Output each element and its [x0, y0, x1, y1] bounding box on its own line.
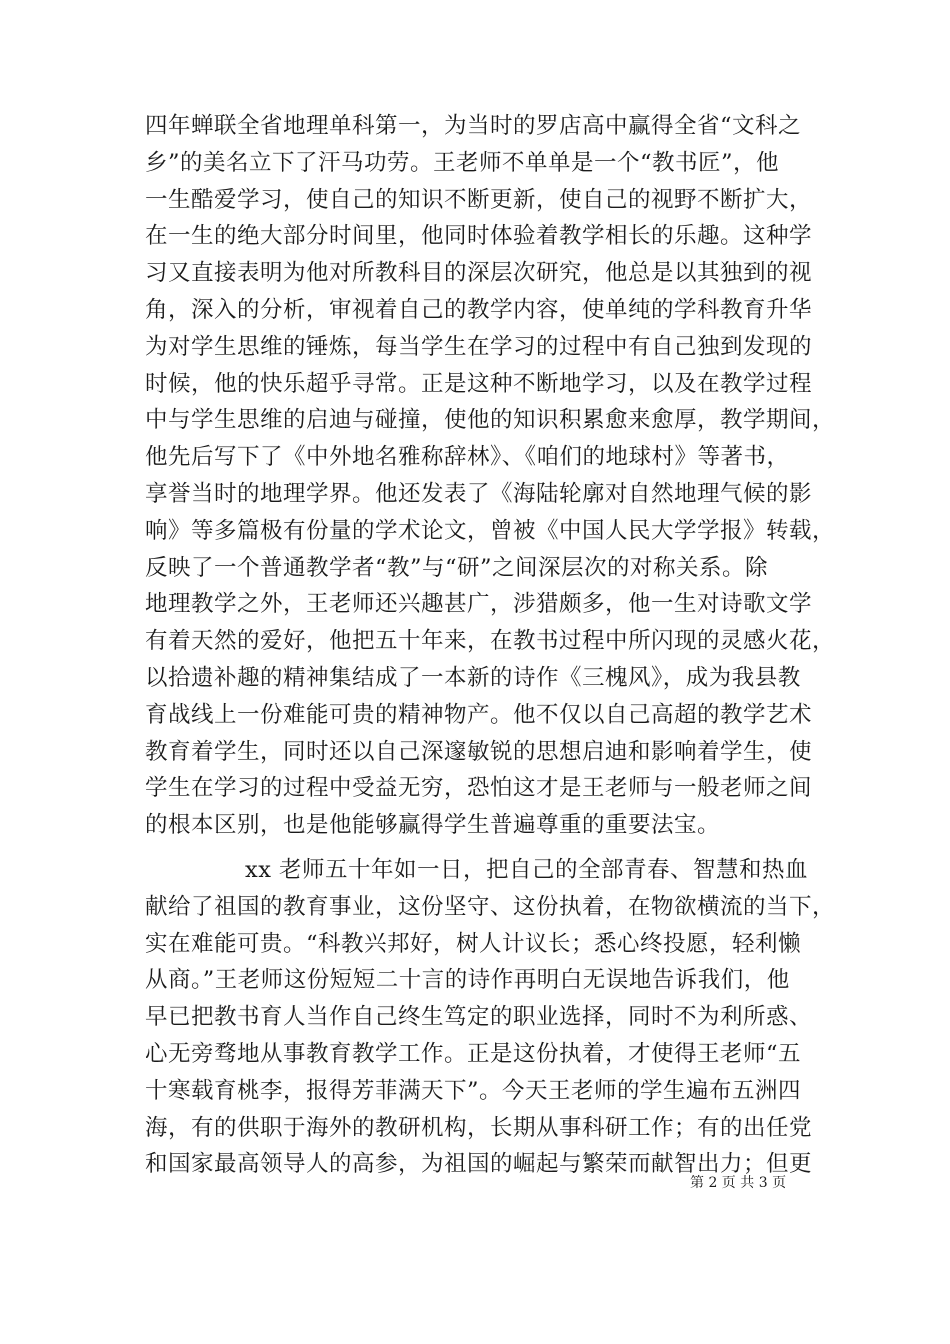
body-text [145, 108, 836, 1183]
text-line: 享誉当时的地理学界。他还发表了《海陆轮廓对自然地理气候的影 [145, 480, 813, 507]
text-line: 四年蝉联全省地理单科第一，为当时的罗店高中赢得全省“文科之 [145, 113, 802, 139]
text-line: 为对学生思维的锤炼，每当学生在学习的过程中有自己独到发现的 [145, 333, 813, 360]
text-line: 的根本区别，也是他能够赢得学生普遍尊重的重要法宝。 [145, 812, 721, 839]
text-line: 教育着学生，同时还以自己深邃敏锐的思想启迪和影响着学生，使 [145, 738, 813, 765]
paragraph-2 [145, 852, 836, 1183]
text-line-indented: xx 老师五十年如一日，把自己的全部青春、智慧和热血 [245, 856, 809, 883]
text-line: 早已把教书育人当作自己终生笃定的职业选择，同时不为利所惑、 [145, 1004, 813, 1031]
text-line: 他先后写下了《中外地名雅称辞林》、《咱们的地球村》等著书， [145, 444, 790, 471]
text-line: 习又直接表明为他对所教科目的深层次研究，他总是以其独到的视 [145, 260, 813, 287]
text-line: 心无旁骛地从事教育教学工作。正是这份执着，才使得王老师“五 [145, 1040, 802, 1067]
page-footer: 第 2 页 共 3 页 [690, 1175, 787, 1191]
text-line: 一生酷爱学习，使自己的知识不断更新，使自己的视野不断扩大， [145, 186, 813, 213]
paragraph-1 [145, 108, 836, 844]
text-line: 角，深入的分析，审视着自己的教学内容，使单纯的学科教育升华 [145, 296, 813, 323]
text-line: 海，有的供职于海外的教研机构，长期从事科研工作；有的出任党 [145, 1114, 813, 1141]
text-line: 在一生的绝大部分时间里，他同时体验着教学相长的乐趣。这种学 [145, 223, 813, 250]
text-line: 育战线上一份难能可贵的精神物产。他不仅以自己高超的教学艺术 [145, 701, 813, 728]
text-line: 反映了一个普通教学者“教”与“研”之间深层次的对称关系。除 [145, 554, 769, 581]
text-line: 从商。”王老师这份短短二十言的诗作再明白无误地告诉我们，他 [145, 967, 790, 994]
text-line: 响》等多篇极有份量的学术论文，曾被《中国人民大学学报》转载， [145, 517, 836, 544]
text-line: 十寒载育桃李，报得芳菲满天下”。今天王老师的学生遍布五洲四 [145, 1077, 802, 1104]
text-line: 时候，他的快乐超乎寻常。正是这种不断地学习，以及在教学过程 [145, 370, 813, 397]
text-line: 和国家最高领导人的高参，为祖国的崛起与繁荣而献智出力；但更 [145, 1151, 813, 1178]
text-line: 中与学生思维的启迪与碰撞，使他的知识积累愈来愈厚，教学期间， [145, 407, 836, 434]
text-line: 献给了祖国的教育事业，这份坚守、这份执着，在物欲横流的当下， [145, 893, 836, 920]
text-line: 实在难能可贵。“科教兴邦好，树人计议长；悉心终投愿，轻利懒 [145, 930, 802, 957]
text-line: 地理教学之外，王老师还兴趣甚广，涉猎颇多，他一生对诗歌文学 [145, 591, 813, 618]
text-line: 学生在学习的过程中受益无穷，恐怕这才是王老师与一般老师之间 [145, 775, 813, 802]
text-line: 以拾遗补趣的精神集结成了一本新的诗作《三槐风》，成为我县教 [145, 664, 801, 691]
text-line: 有着天然的爱好，他把五十年来，在教书过程中所闪现的灵感火花， [145, 628, 836, 655]
text-line: 乡”的美名立下了汗马功劳。王老师不单单是一个“教书匠”，他 [145, 149, 780, 176]
